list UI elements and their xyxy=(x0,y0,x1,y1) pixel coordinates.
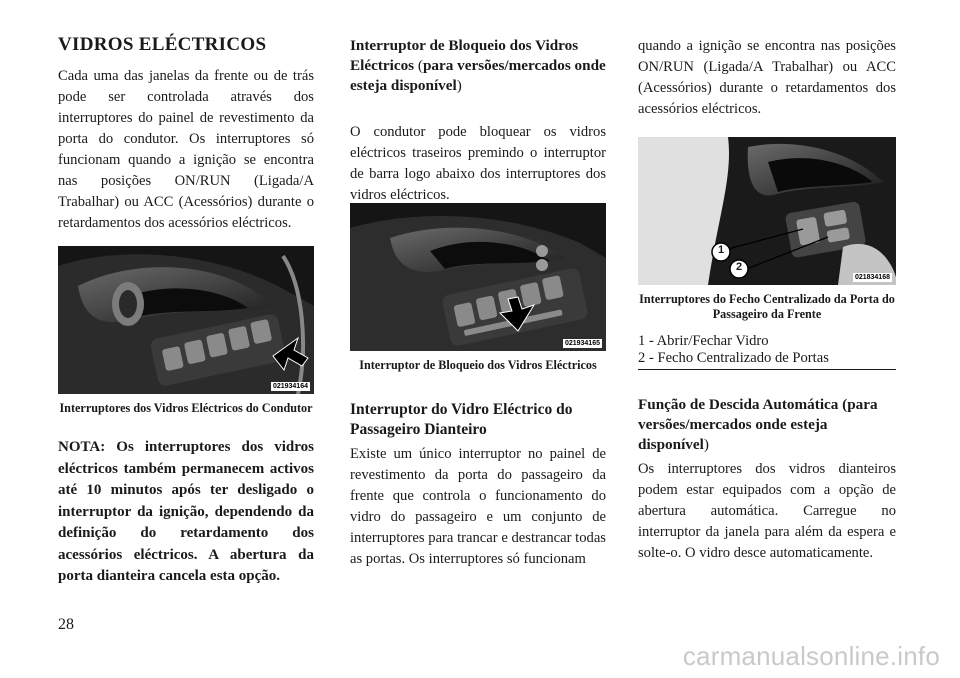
window-lock-paragraph: O condutor pode bloquear os vidros eléctricos traseiros premindo o interruptor de barra logo abaixo dos interruptores dos vidros eléctricos. xyxy=(350,124,606,203)
figure3-caption: Interruptores do Fecho Centralizado da Porta do Passageiro da Frente xyxy=(639,292,895,321)
intro-paragraph: Cada uma das janelas da frente ou de trás pode ser controlada através dos interruptores do painel de revestimento da porta do condutor. Os interruptores só funcionam quando a ignição se encontra nas posições ON/RUN (Ligada/A Trabalhar) ou ACC (Acessórios) durante o retardamentos dos acessórios eléctricos. xyxy=(58,68,314,231)
page-title: VIDROS ELÉCTRICOS xyxy=(58,34,267,55)
door-panel-illustration xyxy=(58,246,314,394)
continued-paragraph: quando a ignição se encontra nas posições ON/RUN (Ligada/A Trabalhar) ou ACC (Acessórios) durante o retardamentos dos acessórios eléctricos. xyxy=(638,38,896,117)
heading-paren-close: ) xyxy=(456,77,462,94)
figure-code: 021934164 xyxy=(272,383,308,390)
figure1-caption: Interruptores dos Vidros Eléctricos do Condutor xyxy=(59,401,313,415)
callout-2-label: 2 xyxy=(735,261,743,273)
watermark: carmanualsonline.info xyxy=(682,641,940,671)
heading-paren-open: ( xyxy=(414,57,423,74)
figure2-caption: Interruptor de Bloqueio dos Vidros Eléctricos xyxy=(359,358,597,372)
passenger-lock-switches-photo xyxy=(638,137,896,285)
legend-divider xyxy=(638,369,896,370)
legend-item-2: 2 - Fecho Centralizado de Portas xyxy=(638,350,829,366)
heading-bold-part: Interruptor de Bloqueio dos Vidros Eléctricos xyxy=(350,37,579,74)
door-panel-illustration xyxy=(350,203,606,351)
door-panel-illustration xyxy=(638,137,896,285)
callout-1-label: 1 xyxy=(717,244,725,256)
auto-down-heading-text: Função de Descida Automática (para versões/mercados onde esteja disponível xyxy=(638,396,878,453)
passenger-switch-heading: Interruptor do Vidro Eléctrico do Passageiro Dianteiro xyxy=(350,401,573,438)
figure-code: 021834168 xyxy=(854,274,890,281)
heading-bold-part-2: para versões/mercados onde esteja disponível xyxy=(350,57,606,94)
auto-down-paragraph: Os interruptores dos vidros dianteiros podem estar equipados com a opção de abertura automática. Carregue no interruptor da janela para além da espera e solte-o. O vidro desce automaticamente. xyxy=(638,461,896,561)
window-lock-heading xyxy=(350,36,606,96)
auto-down-heading-close: ) xyxy=(703,436,709,453)
auto-down-heading xyxy=(638,395,896,455)
window-lock-switch-photo xyxy=(350,203,606,351)
passenger-switch-paragraph: Existe um único interruptor no painel de revestimento da porta do passageiro da frente que controla o funcionamento do vidro do passageiro e um conjunto de interruptores para trancar e destrancar todas as portas. Os interruptores só funcionam xyxy=(350,446,606,567)
note-paragraph: NOTA: Os interruptores dos vidros eléctricos também permanecem activos até 10 minutos após ter desligado o interruptor da ignição, dependendo da definição do retardamento dos acessórios eléctricos. A abertura da porta dianteira cancela esta opção. xyxy=(58,439,314,584)
legend-item-1: 1 - Abrir/Fechar Vidro xyxy=(638,333,769,349)
driver-window-switches-photo xyxy=(58,246,314,394)
page-number: 28 xyxy=(58,616,74,633)
figure-code: 021934165 xyxy=(564,340,600,347)
